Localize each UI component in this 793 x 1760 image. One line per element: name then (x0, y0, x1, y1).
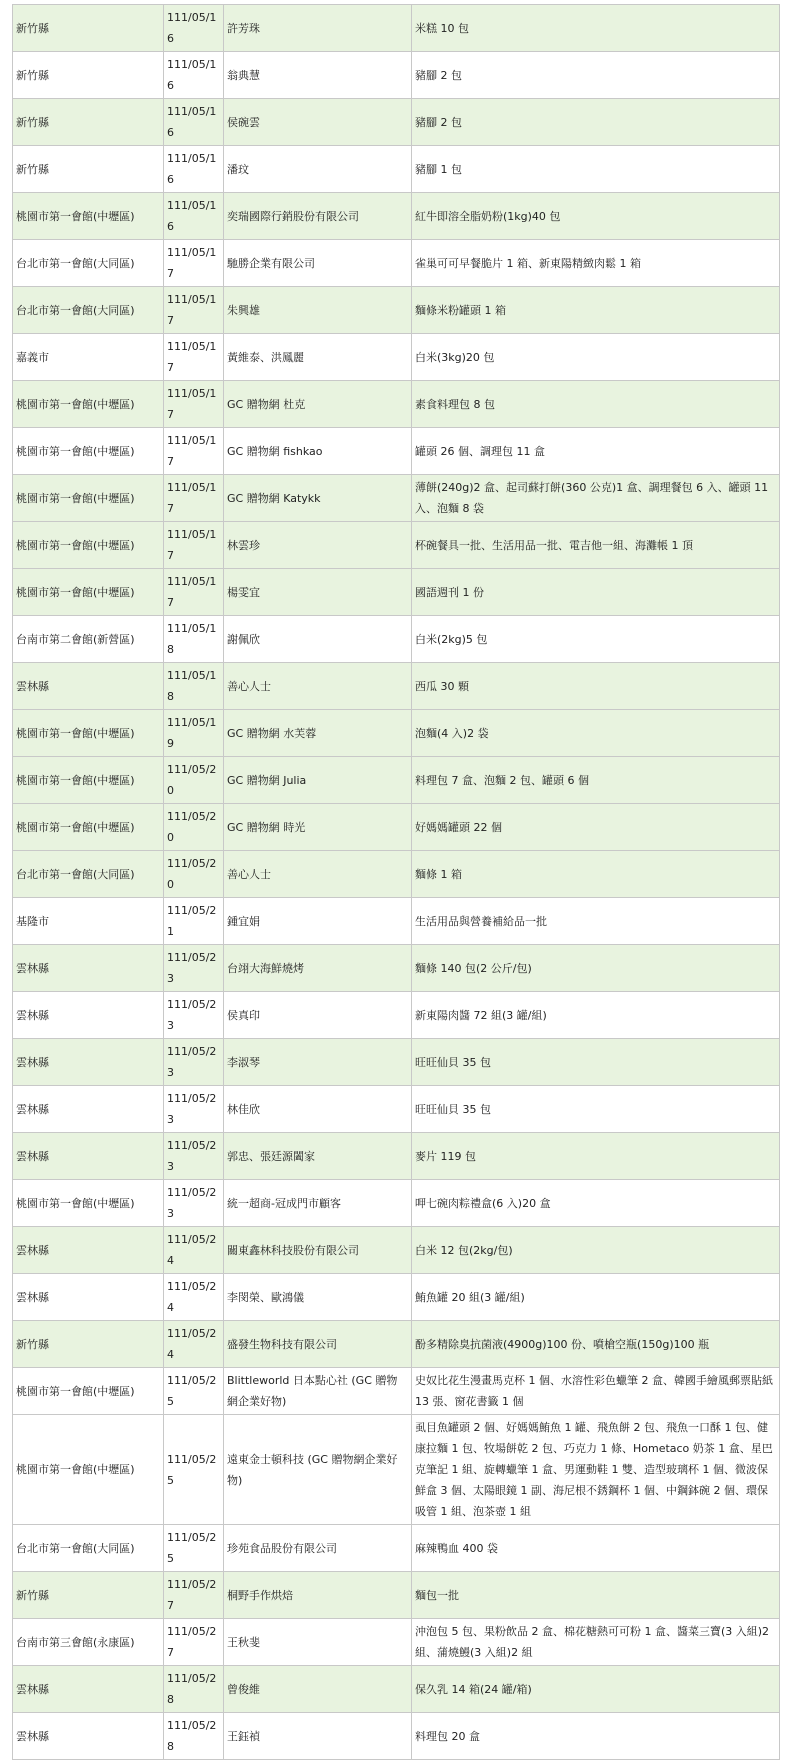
table-row (13, 52, 780, 99)
location-cell: 雲林縣 (13, 992, 164, 1039)
items-cell: 好媽媽罐頭 22 個 (412, 804, 780, 851)
location-cell: 新竹縣 (13, 99, 164, 146)
date-cell: 111/05/17 (164, 240, 224, 287)
table-row (13, 1086, 780, 1133)
items-cell: 生活用品與營養補給品一批 (412, 898, 780, 945)
location-cell: 台北市第一會館(大同區) (13, 240, 164, 287)
date-cell: 111/05/17 (164, 428, 224, 475)
table-row (13, 663, 780, 710)
donor-cell: 王鈺禎 (224, 1713, 412, 1760)
table-row (13, 1180, 780, 1227)
table-row (13, 1227, 780, 1274)
location-cell: 雲林縣 (13, 1274, 164, 1321)
table-row (13, 992, 780, 1039)
donor-cell: GC 贈物網 fishkao (224, 428, 412, 475)
items-cell: 麵條 1 箱 (412, 851, 780, 898)
date-cell: 111/05/17 (164, 381, 224, 428)
table-row (13, 804, 780, 851)
date-cell: 111/05/27 (164, 1619, 224, 1666)
location-cell: 台南市第二會館(新營區) (13, 616, 164, 663)
donor-cell: 謝佩欣 (224, 616, 412, 663)
table-row (13, 1321, 780, 1368)
items-cell: 米糕 10 包 (412, 5, 780, 52)
donation-table-container (12, 4, 779, 1760)
location-cell: 桃園市第一會館(中壢區) (13, 1180, 164, 1227)
date-cell: 111/05/20 (164, 804, 224, 851)
date-cell: 111/05/23 (164, 1180, 224, 1227)
donor-cell: GC 贈物網 水芙蓉 (224, 710, 412, 757)
date-cell: 111/05/23 (164, 945, 224, 992)
items-cell: 酚多精除臭抗菌液(4900g)100 份、噴槍空瓶(150g)100 瓶 (412, 1321, 780, 1368)
location-cell: 桃園市第一會館(中壢區) (13, 428, 164, 475)
donor-cell: 善心人士 (224, 663, 412, 710)
table-row (13, 1133, 780, 1180)
date-cell: 111/05/19 (164, 710, 224, 757)
date-cell: 111/05/17 (164, 522, 224, 569)
items-cell: 豬腳 2 包 (412, 99, 780, 146)
date-cell: 111/05/16 (164, 5, 224, 52)
date-cell: 111/05/21 (164, 898, 224, 945)
location-cell: 新竹縣 (13, 1321, 164, 1368)
donor-cell: 侯碗雲 (224, 99, 412, 146)
date-cell: 111/05/23 (164, 992, 224, 1039)
donor-cell: GC 贈物網 杜克 (224, 381, 412, 428)
location-cell: 台北市第一會館(大同區) (13, 287, 164, 334)
location-cell: 雲林縣 (13, 945, 164, 992)
items-cell: 料理包 7 盒、泡麵 2 包、罐頭 6 個 (412, 757, 780, 804)
donor-cell: GC 贈物網 Julia (224, 757, 412, 804)
donation-table (12, 4, 780, 1760)
donor-cell: 林佳欣 (224, 1086, 412, 1133)
donor-cell: 林雲珍 (224, 522, 412, 569)
table-row (13, 1619, 780, 1666)
date-cell: 111/05/24 (164, 1321, 224, 1368)
date-cell: 111/05/25 (164, 1525, 224, 1572)
date-cell: 111/05/24 (164, 1274, 224, 1321)
location-cell: 雲林縣 (13, 1039, 164, 1086)
date-cell: 111/05/25 (164, 1368, 224, 1415)
table-row (13, 193, 780, 240)
table-row (13, 710, 780, 757)
items-cell: 麵條 140 包(2 公斤/包) (412, 945, 780, 992)
location-cell: 嘉義市 (13, 334, 164, 381)
date-cell: 111/05/20 (164, 851, 224, 898)
location-cell: 雲林縣 (13, 1666, 164, 1713)
date-cell: 111/05/16 (164, 193, 224, 240)
items-cell: 沖泡包 5 包、果粉飲品 2 盒、棉花糖熱可可粉 1 盒、醬菜三寶(3 入組)2 組、蒲燒鰻(3 入組)2 組 (412, 1619, 780, 1666)
location-cell: 基隆市 (13, 898, 164, 945)
items-cell: 麻辣鴨血 400 袋 (412, 1525, 780, 1572)
location-cell: 雲林縣 (13, 1227, 164, 1274)
table-row (13, 1666, 780, 1713)
location-cell: 桃園市第一會館(中壢區) (13, 1415, 164, 1525)
location-cell: 桃園市第一會館(中壢區) (13, 710, 164, 757)
donor-cell: 黃維泰、洪鳳麗 (224, 334, 412, 381)
location-cell: 新竹縣 (13, 5, 164, 52)
table-row (13, 146, 780, 193)
table-row (13, 945, 780, 992)
date-cell: 111/05/16 (164, 99, 224, 146)
location-cell: 新竹縣 (13, 1572, 164, 1619)
donor-cell: 曾俊維 (224, 1666, 412, 1713)
date-cell: 111/05/28 (164, 1713, 224, 1760)
donor-cell: 潘玟 (224, 146, 412, 193)
donor-cell: 李閔榮、歐鴻儀 (224, 1274, 412, 1321)
donor-cell: Blittleworld 日本點心社 (GC 贈物網企業好物) (224, 1368, 412, 1415)
donor-cell: 台翊大海鮮燒烤 (224, 945, 412, 992)
items-cell: 新東陽肉醬 72 組(3 罐/組) (412, 992, 780, 1039)
items-cell: 呷七碗肉粽禮盒(6 入)20 盒 (412, 1180, 780, 1227)
table-row (13, 99, 780, 146)
items-cell: 杯碗餐具一批、生活用品一批、電吉他一組、海灘帳 1 頂 (412, 522, 780, 569)
items-cell: 鮪魚罐 20 組(3 罐/組) (412, 1274, 780, 1321)
date-cell: 111/05/27 (164, 1572, 224, 1619)
location-cell: 台北市第一會館(大同區) (13, 851, 164, 898)
location-cell: 桃園市第一會館(中壢區) (13, 193, 164, 240)
table-row (13, 522, 780, 569)
table-row (13, 1415, 780, 1525)
donor-cell: 侯真印 (224, 992, 412, 1039)
table-row (13, 1039, 780, 1086)
items-cell: 雀巢可可早餐脆片 1 箱、新東陽精緻肉鬆 1 箱 (412, 240, 780, 287)
donor-cell: 王秋斐 (224, 1619, 412, 1666)
date-cell: 111/05/23 (164, 1086, 224, 1133)
items-cell: 白米(3kg)20 包 (412, 334, 780, 381)
items-cell: 罐頭 26 個、調理包 11 盒 (412, 428, 780, 475)
donor-cell: 李淑琴 (224, 1039, 412, 1086)
donor-cell: 善心人士 (224, 851, 412, 898)
items-cell: 豬腳 1 包 (412, 146, 780, 193)
date-cell: 111/05/28 (164, 1666, 224, 1713)
table-row (13, 1368, 780, 1415)
items-cell: 旺旺仙貝 35 包 (412, 1086, 780, 1133)
date-cell: 111/05/23 (164, 1039, 224, 1086)
items-cell: 泡麵(4 入)2 袋 (412, 710, 780, 757)
table-row (13, 851, 780, 898)
table-row (13, 240, 780, 287)
items-cell: 虱目魚罐頭 2 個、好媽媽鮪魚 1 罐、飛魚餅 2 包、飛魚一口酥 1 包、健康拉麵 1 包、牧場餅乾 2 包、巧克力 1 條、Hometaco 奶茶 1 盒、星巴克筆記 1 組、旋轉蠟筆 1 盒、男運動鞋 1 雙、造型玻璃杯 1 個、微波保鮮盒 3 個、太陽眼鏡 1 副、海尼根不銹鋼杯 1 個、中鋼鉢碗 2 個、環保吸管 1 組、泡茶壺 1 組 (412, 1415, 780, 1525)
date-cell: 111/05/17 (164, 569, 224, 616)
donor-cell: 遠東金士頓科技 (GC 贈物網企業好物) (224, 1415, 412, 1525)
donor-cell: 朱興雄 (224, 287, 412, 334)
date-cell: 111/05/23 (164, 1133, 224, 1180)
items-cell: 紅牛即溶全脂奶粉(1kg)40 包 (412, 193, 780, 240)
items-cell: 白米 12 包(2kg/包) (412, 1227, 780, 1274)
location-cell: 桃園市第一會館(中壢區) (13, 475, 164, 522)
table-row (13, 1274, 780, 1321)
table-row (13, 1713, 780, 1760)
items-cell: 麵條米粉罐頭 1 箱 (412, 287, 780, 334)
date-cell: 111/05/17 (164, 334, 224, 381)
items-cell: 國語週刊 1 份 (412, 569, 780, 616)
donor-cell: 翁典慧 (224, 52, 412, 99)
items-cell: 西瓜 30 顆 (412, 663, 780, 710)
date-cell: 111/05/20 (164, 757, 224, 804)
table-row (13, 334, 780, 381)
table-row (13, 1525, 780, 1572)
location-cell: 新竹縣 (13, 52, 164, 99)
location-cell: 雲林縣 (13, 663, 164, 710)
date-cell: 111/05/24 (164, 1227, 224, 1274)
donor-cell: 馳勝企業有限公司 (224, 240, 412, 287)
items-cell: 薄餅(240g)2 盒、起司蘇打餅(360 公克)1 盒、調理餐包 6 入、罐頭 11 入、泡麵 8 袋 (412, 475, 780, 522)
date-cell: 111/05/17 (164, 287, 224, 334)
donor-cell: 盛發生物科技有限公司 (224, 1321, 412, 1368)
location-cell: 桃園市第一會館(中壢區) (13, 757, 164, 804)
location-cell: 雲林縣 (13, 1713, 164, 1760)
location-cell: 桃園市第一會館(中壢區) (13, 804, 164, 851)
donor-cell: 鍾宜娟 (224, 898, 412, 945)
donor-cell: GC 贈物網 時光 (224, 804, 412, 851)
date-cell: 111/05/16 (164, 146, 224, 193)
items-cell: 保久乳 14 箱(24 罐/箱) (412, 1666, 780, 1713)
items-cell: 旺旺仙貝 35 包 (412, 1039, 780, 1086)
date-cell: 111/05/18 (164, 616, 224, 663)
items-cell: 史奴比花生漫畫馬克杯 1 個、水溶性彩色蠟筆 2 盒、韓國手繪風郵票貼紙 13 張、窗花書籤 1 個 (412, 1368, 780, 1415)
items-cell: 料理包 20 盒 (412, 1713, 780, 1760)
donor-cell: 珍苑食品股份有限公司 (224, 1525, 412, 1572)
location-cell: 台北市第一會館(大同區) (13, 1525, 164, 1572)
table-row (13, 569, 780, 616)
items-cell: 白米(2kg)5 包 (412, 616, 780, 663)
location-cell: 台南市第三會館(永康區) (13, 1619, 164, 1666)
table-row (13, 381, 780, 428)
table-row (13, 428, 780, 475)
location-cell: 桃園市第一會館(中壢區) (13, 1368, 164, 1415)
table-row (13, 287, 780, 334)
location-cell: 雲林縣 (13, 1086, 164, 1133)
donor-cell: 關東鑫林科技股份有限公司 (224, 1227, 412, 1274)
table-row (13, 1572, 780, 1619)
table-row (13, 898, 780, 945)
items-cell: 麵包一批 (412, 1572, 780, 1619)
location-cell: 雲林縣 (13, 1133, 164, 1180)
date-cell: 111/05/17 (164, 475, 224, 522)
donor-cell: 郭忠、張廷源闔家 (224, 1133, 412, 1180)
donor-cell: GC 贈物網 Katykk (224, 475, 412, 522)
donor-cell: 統一超商-冠成門市顧客 (224, 1180, 412, 1227)
table-row (13, 616, 780, 663)
location-cell: 桃園市第一會館(中壢區) (13, 569, 164, 616)
location-cell: 新竹縣 (13, 146, 164, 193)
table-row (13, 757, 780, 804)
table-row (13, 475, 780, 522)
items-cell: 素食料理包 8 包 (412, 381, 780, 428)
date-cell: 111/05/25 (164, 1415, 224, 1525)
donor-cell: 桐野手作烘焙 (224, 1572, 412, 1619)
donor-cell: 奕瑞國際行銷股份有限公司 (224, 193, 412, 240)
table-row (13, 5, 780, 52)
items-cell: 豬腳 2 包 (412, 52, 780, 99)
donor-cell: 楊雯宜 (224, 569, 412, 616)
donation-table-body (13, 5, 780, 1760)
donor-cell: 許芳珠 (224, 5, 412, 52)
location-cell: 桃園市第一會館(中壢區) (13, 381, 164, 428)
items-cell: 麥片 119 包 (412, 1133, 780, 1180)
date-cell: 111/05/18 (164, 663, 224, 710)
date-cell: 111/05/16 (164, 52, 224, 99)
location-cell: 桃園市第一會館(中壢區) (13, 522, 164, 569)
